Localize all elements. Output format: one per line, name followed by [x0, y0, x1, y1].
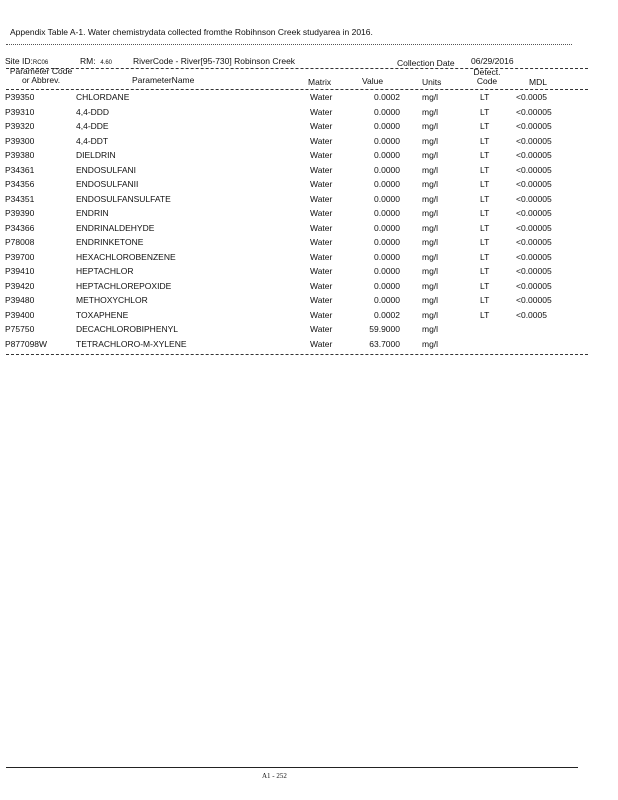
matrix-cell: Water: [310, 179, 333, 189]
param-code-cell: P39480: [5, 295, 35, 305]
table-row: [0, 92, 618, 106]
param-name-cell: ENDRINALDEHYDE: [76, 222, 155, 233]
value-cell: 0.0000: [374, 295, 400, 305]
table-row: [0, 194, 618, 208]
matrix-cell: Water: [310, 150, 333, 160]
detect-code-cell: LT: [480, 179, 490, 189]
matrix-cell: Water: [310, 208, 333, 218]
param-code-cell: P39350: [5, 92, 35, 102]
units-cell: mg/l: [422, 266, 439, 276]
river-code: RiverCode - River[95-730] Robinson Creek: [133, 56, 296, 66]
matrix-cell: Water: [310, 266, 333, 276]
value-cell: 0.0000: [374, 280, 400, 291]
table-row: [0, 165, 618, 179]
units-cell: mg/l: [422, 251, 439, 262]
page-number: A1 - 252: [262, 772, 287, 780]
detect-code-cell: LT: [480, 208, 490, 218]
param-name-cell: HEPTACHLOREPOXIDE: [76, 280, 172, 291]
title-divider: [6, 44, 572, 45]
units-cell: mg/l: [422, 295, 439, 305]
table-row: [0, 121, 618, 135]
mdl-cell: <0.00005: [516, 251, 552, 262]
param-name-cell: HEXACHLOROBENZENE: [76, 251, 176, 262]
value-cell: 0.0000: [374, 121, 400, 131]
units-cell: mg/l: [422, 106, 439, 117]
table-row: [0, 208, 618, 222]
col-header-detect-line1: Detect.: [473, 67, 501, 77]
matrix-cell: Water: [310, 251, 333, 262]
value-cell: 0.0000: [374, 208, 400, 218]
detect-code-cell: LT: [480, 121, 490, 131]
footer-rule: [6, 767, 578, 768]
param-name-cell: DECACHLOROBIPHENYL: [76, 324, 179, 334]
table-title: Appendix Table A-1. Water chemistrydata collected fromthe Robihnson Creek studyarea in 2016.: [10, 27, 373, 37]
units-cell: mg/l: [422, 150, 439, 160]
table-row: [0, 266, 618, 280]
param-code-cell: P39380: [5, 150, 35, 160]
detect-code-cell: LT: [480, 193, 490, 204]
header-bottom-rule: [6, 89, 588, 90]
value-cell: 0.0000: [374, 222, 400, 233]
value-cell: 63.7000: [369, 338, 400, 349]
detect-code-cell: LT: [480, 237, 490, 247]
matrix-cell: Water: [310, 106, 333, 117]
detect-code-cell: LT: [480, 92, 490, 102]
detect-code-cell: LT: [480, 164, 490, 175]
matrix-cell: Water: [310, 121, 333, 131]
param-code-cell: P34356: [5, 179, 35, 189]
param-name-cell: 4,4-DDD: [76, 106, 110, 117]
value-cell: 0.0000: [374, 266, 400, 276]
table-row: [0, 237, 618, 251]
detect-code-cell: LT: [480, 309, 490, 320]
value-cell: 59.9000: [369, 324, 400, 334]
param-name-cell: HEPTACHLOR: [76, 266, 134, 276]
param-name-cell: DIELDRIN: [76, 150, 116, 160]
mdl-cell: <0.0005: [516, 309, 547, 320]
col-header-param-code-line2: or Abbrev.: [21, 75, 61, 85]
param-code-cell: P34361: [5, 164, 35, 175]
matrix-cell: Water: [310, 309, 333, 320]
units-cell: mg/l: [422, 208, 439, 218]
param-name-cell: ENDRINKETONE: [76, 237, 144, 247]
table-row: [0, 136, 618, 150]
mdl-cell: <0.00005: [516, 179, 552, 189]
col-header-mdl: MDL: [529, 77, 547, 87]
mdl-cell: <0.00005: [516, 106, 552, 117]
river-mile: [80, 56, 112, 66]
units-cell: mg/l: [422, 309, 439, 320]
param-name-cell: 4,4-DDT: [76, 135, 109, 146]
mdl-cell: <0.00005: [516, 121, 552, 131]
detect-code-cell: LT: [480, 280, 490, 291]
col-header-matrix: Matrix: [308, 77, 332, 87]
units-cell: mg/l: [422, 121, 439, 131]
value-cell: 0.0000: [374, 164, 400, 175]
param-name-cell: ENDRIN: [76, 208, 109, 218]
table-row: [0, 339, 618, 353]
matrix-cell: Water: [310, 280, 333, 291]
detect-code-cell: LT: [480, 266, 490, 276]
units-cell: mg/l: [422, 92, 439, 102]
value-cell: 0.0002: [374, 92, 400, 102]
mdl-cell: <0.00005: [516, 280, 552, 291]
col-header-detect-code: [468, 68, 506, 86]
value-cell: 0.0002: [374, 309, 400, 320]
param-name-cell: ENDOSULFANI: [76, 164, 136, 175]
table-row: [0, 324, 618, 338]
units-cell: mg/l: [422, 135, 439, 146]
value-cell: 0.0000: [374, 135, 400, 146]
col-header-param-code-line1: Parameter Code: [9, 66, 73, 76]
value-cell: 0.0000: [374, 106, 400, 117]
collection-date-label: Collection Date: [397, 58, 455, 68]
table-bottom-rule: [6, 354, 588, 355]
site-id-label: Site ID:: [5, 56, 33, 66]
matrix-cell: Water: [310, 237, 333, 247]
param-code-cell: P39410: [5, 266, 35, 276]
table-row: [0, 310, 618, 324]
table-row: [0, 252, 618, 266]
param-code-cell: P877098W: [5, 338, 48, 349]
param-name-cell: CHLORDANE: [76, 92, 130, 102]
table-row: [0, 150, 618, 164]
units-cell: mg/l: [422, 193, 439, 204]
col-header-units: Units: [422, 77, 442, 87]
param-code-cell: P39320: [5, 121, 35, 131]
mdl-cell: <0.0005: [516, 92, 547, 102]
matrix-cell: Water: [310, 135, 333, 146]
param-code-cell: P78008: [5, 237, 35, 247]
value-cell: 0.0000: [374, 193, 400, 204]
detect-code-cell: LT: [480, 106, 490, 117]
mdl-cell: <0.00005: [516, 295, 552, 305]
param-code-cell: P34351: [5, 193, 35, 204]
value-cell: 0.0000: [374, 179, 400, 189]
value-cell: 0.0000: [374, 251, 400, 262]
value-cell: 0.0000: [374, 150, 400, 160]
matrix-cell: Water: [310, 164, 333, 175]
detect-code-cell: LT: [480, 251, 490, 262]
matrix-cell: Water: [310, 92, 333, 102]
detect-code-cell: LT: [480, 150, 490, 160]
mdl-cell: <0.00005: [516, 135, 552, 146]
col-header-param-name: ParameterName: [132, 75, 195, 85]
mdl-cell: <0.00005: [516, 222, 552, 233]
site-id: [5, 56, 48, 66]
matrix-cell: Water: [310, 324, 333, 334]
mdl-cell: <0.00005: [516, 150, 552, 160]
units-cell: mg/l: [422, 164, 439, 175]
param-name-cell: ENDOSULFANSULFATE: [76, 193, 171, 204]
param-name-cell: METHOXYCHLOR: [76, 295, 148, 305]
mdl-cell: <0.00005: [516, 208, 552, 218]
param-code-cell: P39420: [5, 280, 35, 291]
param-name-cell: 4,4-DDE: [76, 121, 109, 131]
mdl-cell: <0.00005: [516, 164, 552, 175]
matrix-cell: Water: [310, 338, 333, 349]
units-cell: mg/l: [422, 280, 439, 291]
units-cell: mg/l: [422, 338, 439, 349]
table-row: [0, 107, 618, 121]
col-header-param-code: [4, 67, 78, 85]
param-name-cell: ENDOSULFANII: [76, 179, 139, 189]
param-code-cell: P39390: [5, 208, 35, 218]
rm-value: 4.60: [100, 60, 113, 66]
param-code-cell: P39700: [5, 251, 35, 262]
value-cell: 0.0000: [374, 237, 400, 247]
units-cell: mg/l: [422, 237, 439, 247]
matrix-cell: Water: [310, 193, 333, 204]
table-row: [0, 223, 618, 237]
param-code-cell: P75750: [5, 324, 35, 334]
param-code-cell: P39300: [5, 135, 35, 146]
matrix-cell: Water: [310, 295, 333, 305]
col-header-detect-line2: Code: [476, 76, 498, 86]
site-id-value: RC06: [32, 60, 49, 66]
detect-code-cell: LT: [480, 135, 490, 146]
param-code-cell: P39400: [5, 309, 35, 320]
detect-code-cell: LT: [480, 222, 490, 233]
col-header-value: Value: [362, 76, 384, 86]
table-row: [0, 281, 618, 295]
detect-code-cell: LT: [480, 295, 490, 305]
param-name-cell: TETRACHLORO-M-XYLENE: [76, 338, 187, 349]
param-code-cell: P39310: [5, 106, 35, 117]
collection-date-value: 06/29/2016: [471, 56, 514, 66]
units-cell: mg/l: [422, 222, 439, 233]
units-cell: mg/l: [422, 179, 439, 189]
param-code-cell: P34366: [5, 222, 35, 233]
matrix-cell: Water: [310, 222, 333, 233]
table-row: [0, 295, 618, 309]
table-row: [0, 179, 618, 193]
param-name-cell: TOXAPHENE: [76, 309, 129, 320]
mdl-cell: <0.00005: [516, 193, 552, 204]
rm-label: RM:: [80, 56, 96, 66]
mdl-cell: <0.00005: [516, 266, 552, 276]
units-cell: mg/l: [422, 324, 439, 334]
mdl-cell: <0.00005: [516, 237, 552, 247]
